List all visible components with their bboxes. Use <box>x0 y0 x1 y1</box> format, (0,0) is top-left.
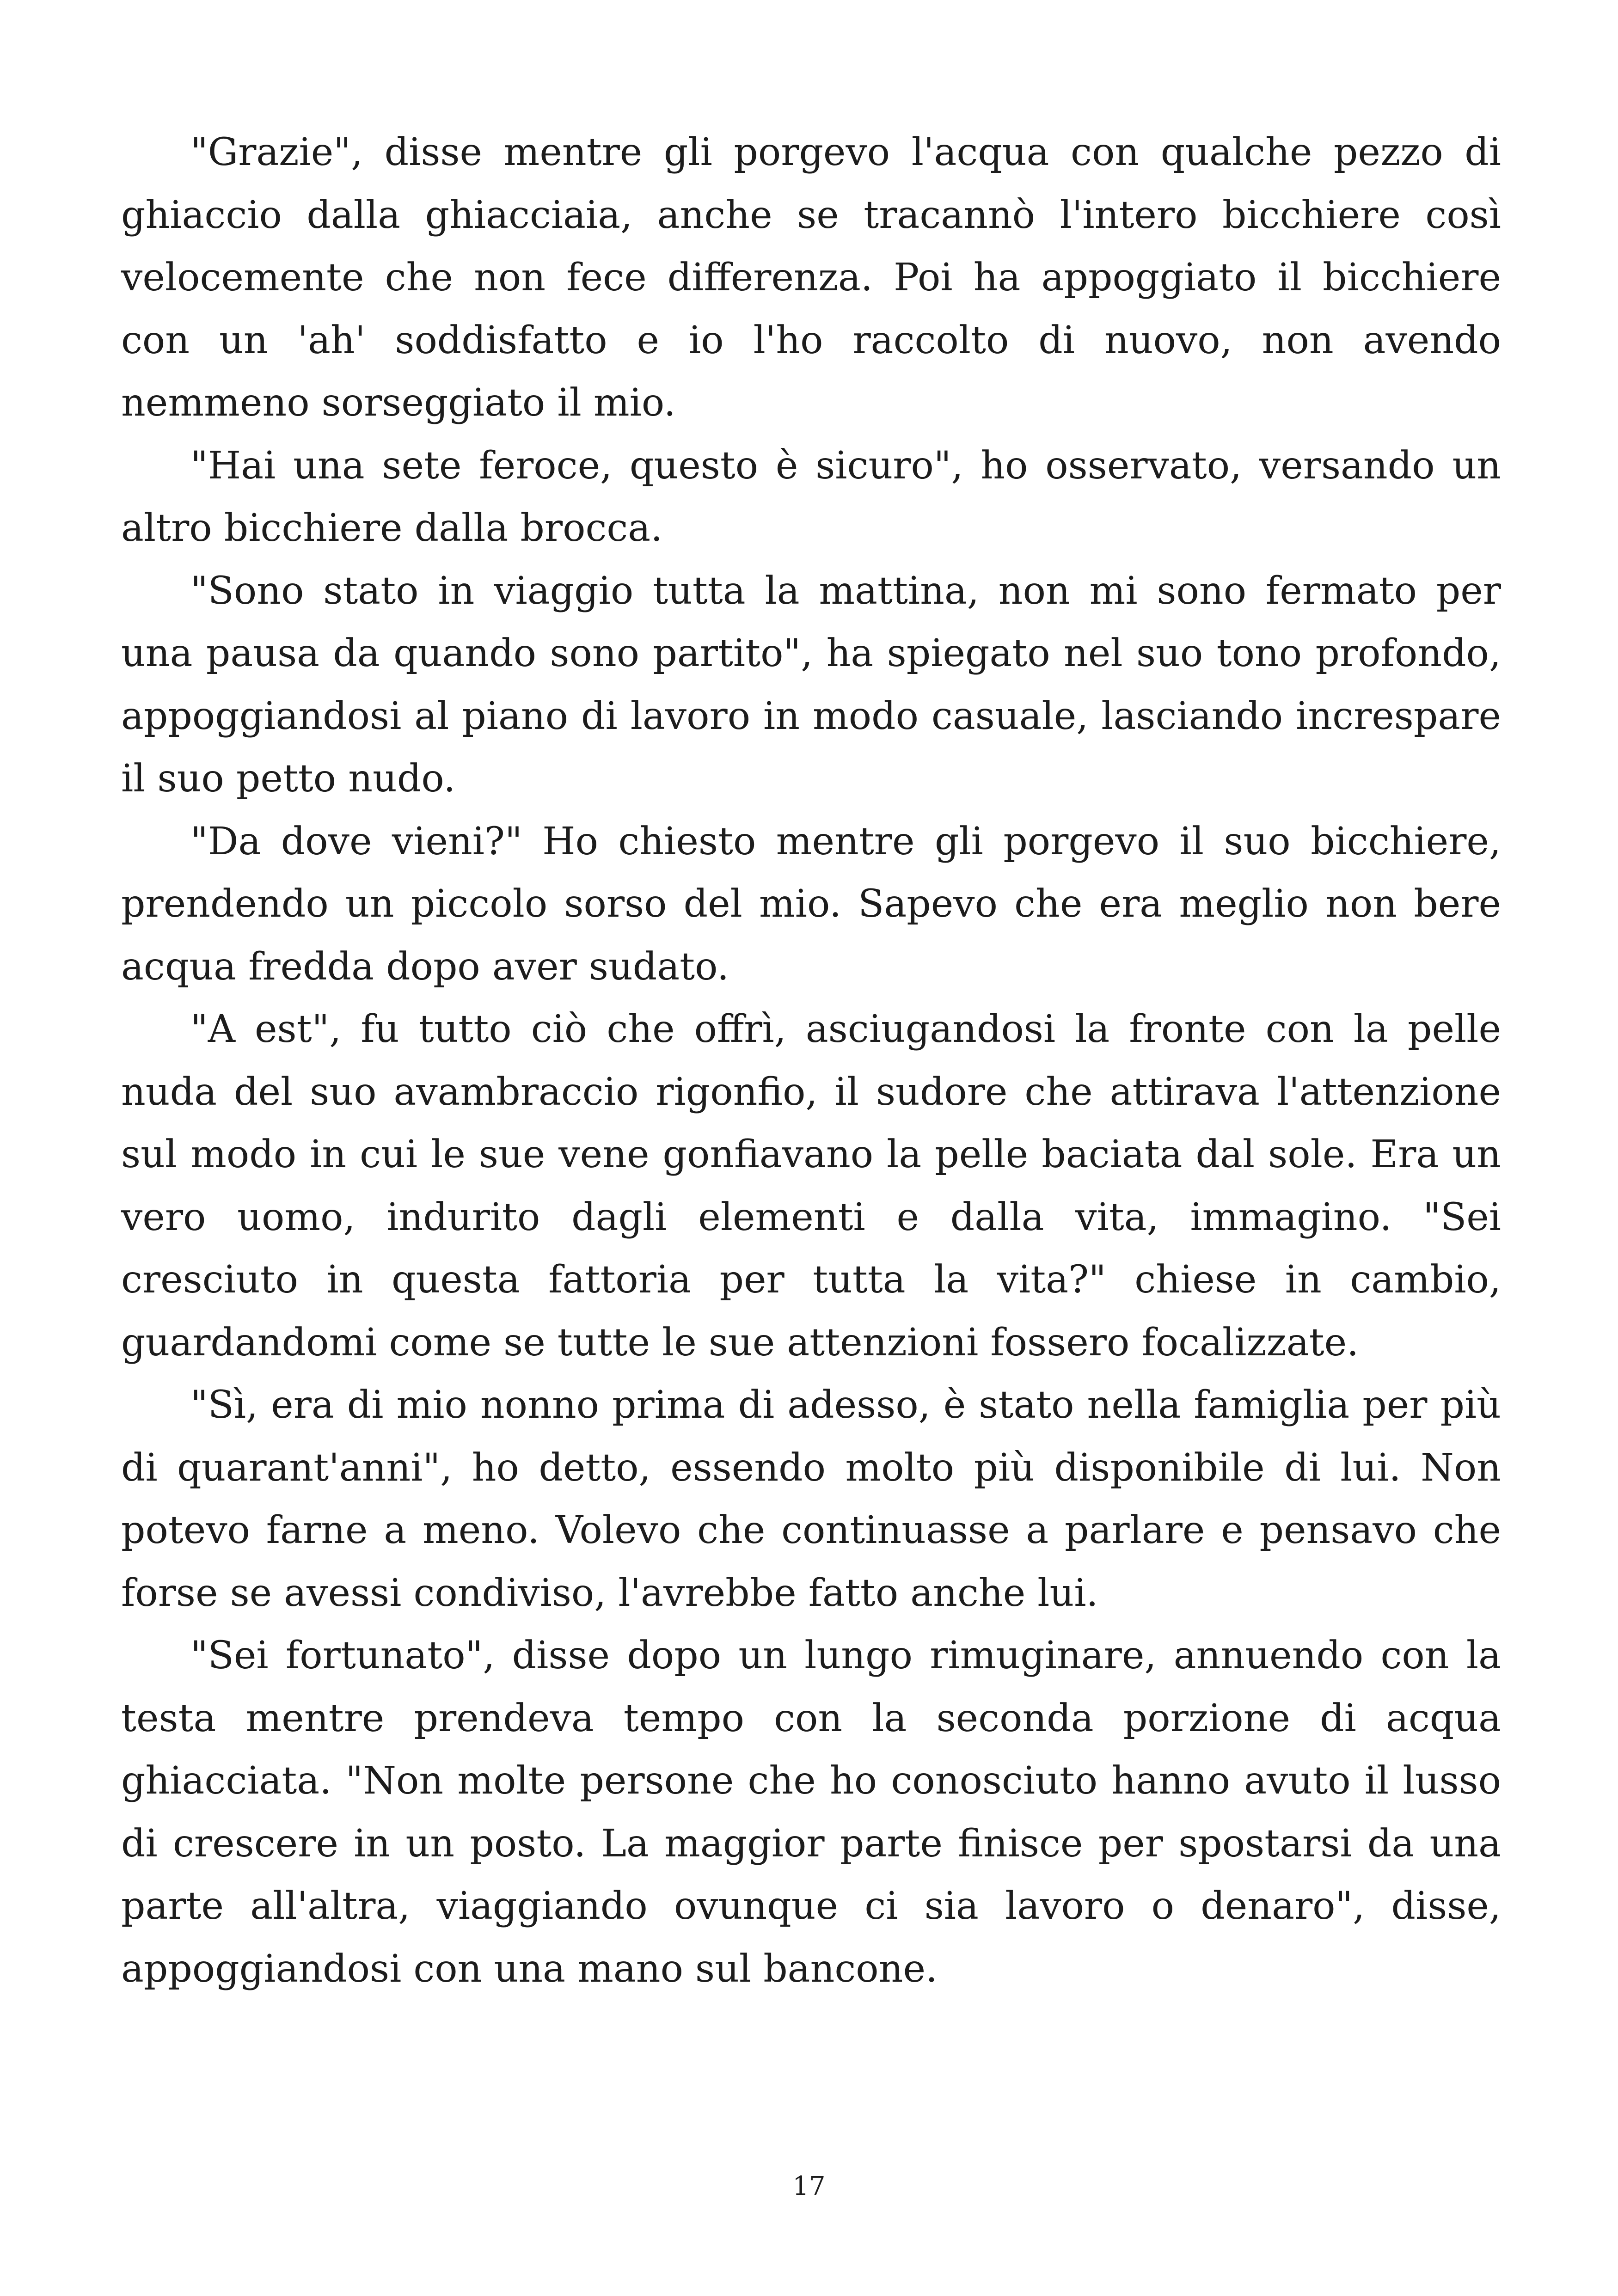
paragraph: "Hai una sete feroce, questo è sicuro", ho osservato, versando un altro bicchiere dalla brocca. <box>121 443 1501 550</box>
paragraph: "Sono stato in viaggio tutta la mattina, non mi sono fermato per una pausa da quando sono partito", ha spiegato nel suo tono profondo, appoggiandosi al piano di lavoro in modo casuale, lasciando increspare il suo petto nudo. <box>121 569 1501 801</box>
paragraph: "Grazie", disse mentre gli porgevo l'acqua con qualche pezzo di ghiaccio dalla ghiacciaia, anche se tracannò l'intero bicchiere così velocemente che non fece differenza. Poi ha appoggiato il bicchiere con un 'ah' soddisfatto e io l'ho raccolto di nuovo, non avendo nemmeno sorseggiato il mio. <box>121 130 1501 425</box>
paragraph: "Sì, era di mio nonno prima di adesso, è stato nella famiglia per più di quarant'anni", ho detto, essendo molto più disponibile di lui. Non potevo farne a meno. Volevo che continuasse a parlare e pensavo che forse se avessi condiviso, l'avrebbe fatto anche lui. <box>121 1383 1501 1615</box>
paragraph: "Da dove vieni?" Ho chiesto mentre gli porgevo il suo bicchiere, prendendo un piccolo sorso del mio. Sapevo che era meglio non bere acqua fredda dopo aver sudato. <box>121 819 1501 989</box>
page-number: 17 <box>792 2171 826 2201</box>
paragraph: "A est", fu tutto ciò che offrì, asciugandosi la fronte con la pelle nuda del suo avambraccio rigonfio, il sudore che attirava l'attenzione sul modo in cui le sue vene gonfiavano la pelle baciata dal sole. Era un vero uomo, indurito dagli elementi e dalla vita, immagino. "Sei cresciuto in questa fattoria per tutta la vita?" chiese in cambio, guardandomi come se tutte le sue attenzioni fossero focalizzate. <box>121 1007 1501 1365</box>
body-text <box>121 121 1501 2000</box>
paragraph: "Sei fortunato", disse dopo un lungo rimuginare, annuendo con la testa mentre prendeva tempo con la seconda porzione di acqua ghiacciata. "Non molte persone che ho conosciuto hanno avuto il lusso di crescere in un posto. La maggior parte finisce per spostarsi da una parte all'altra, viaggiando ovunque ci sia lavoro o denaro", disse, appoggiandosi con una mano sul bancone. <box>121 1634 1501 1991</box>
